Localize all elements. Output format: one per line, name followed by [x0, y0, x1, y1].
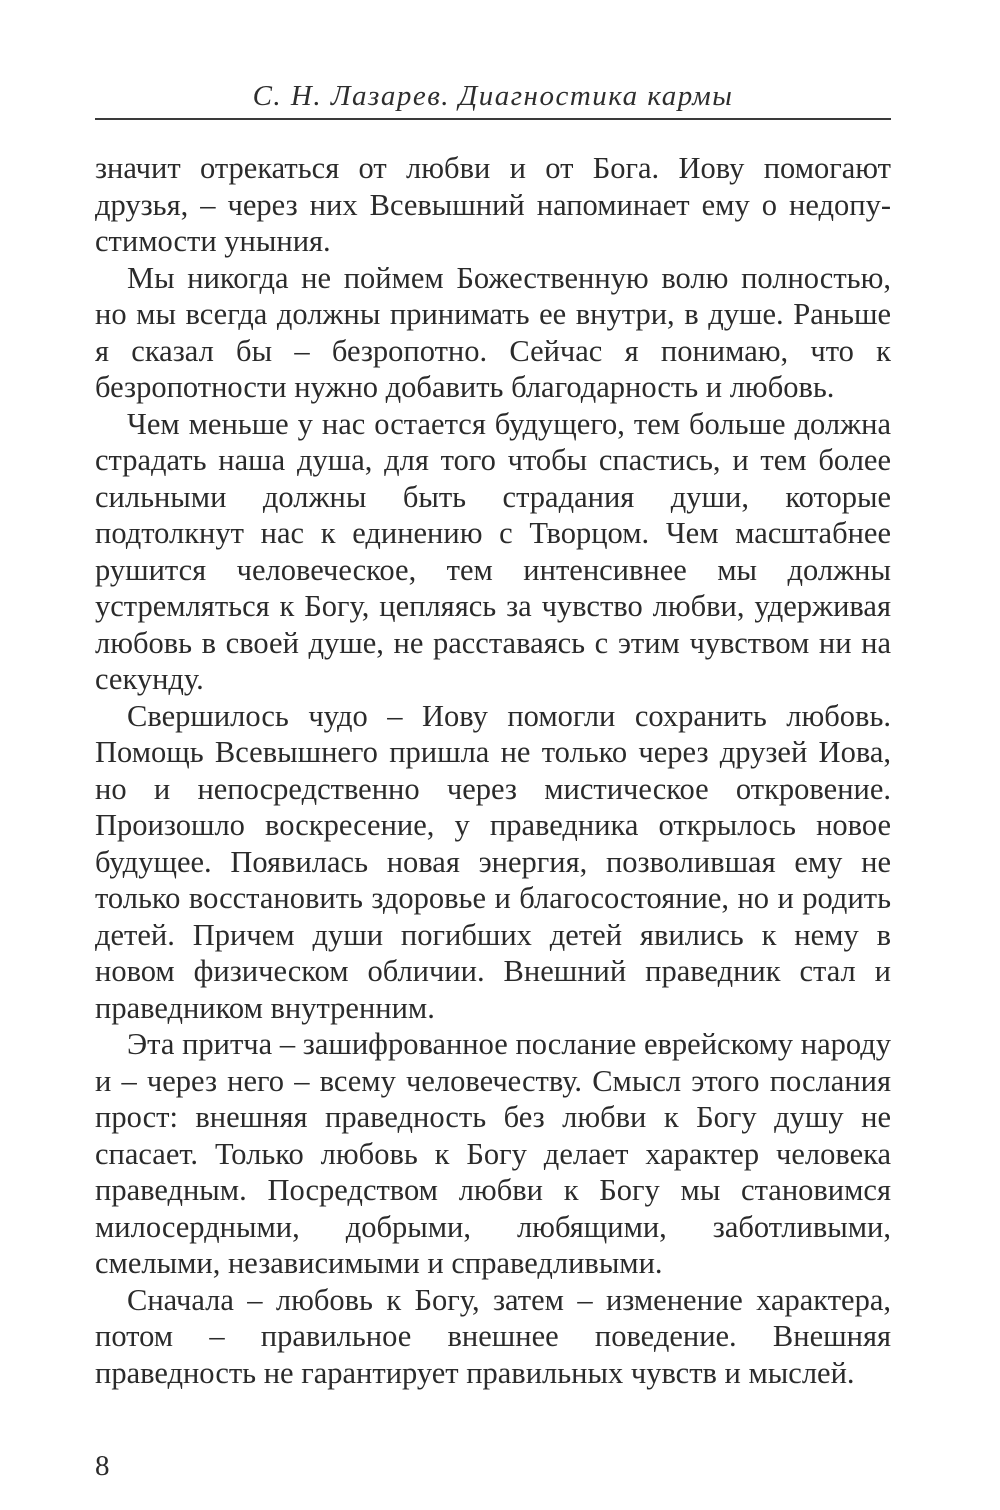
paragraph-4: Свершилось чудо – Иову помогли сохранить любовь. Помощь Всевышнего пришла не только через друзей Иова, но и непосредственно через мистическое откровение. Произошло воскресение, у праведника открылось новое будущее. Появилась новая энергия, позволившая ему не только восстановить здоровье и благосостояние, но и родить детей. Причем души погибших детей явились к нему в новом физическом обличии. Внешний праведник стал и праведником внутренним.	[95, 698, 891, 1025]
paragraph-6: Сначала – любовь к Богу, затем – изменение характера, потом – правильное внешнее поведение. Внешняя праведность не гарантирует правильных чувств и мыслей.	[95, 1282, 891, 1390]
running-header: С. Н. Лазарев. Диагностика кармы	[252, 80, 734, 112]
paragraph-3: Чем меньше у нас остается будущего, тем больше должна страдать наша душа, для того чтобы спастись, и тем более сильными должны быть страдания души, которые подтолкнут нас к единению с Творцом. Чем масштабнее рушится человеческое, тем интенсивнее мы должны устремляться к Богу, цепляясь за чувство любви, удерживая любовь в своей душе, не расставаясь с этим чувством ни на секунду.	[95, 406, 891, 696]
page-number: 8	[95, 1450, 110, 1482]
paragraph-1: значит отрекаться от любви и от Бога. Иову помогают друзья, – через них Всевышний напоминает ему о недопустимости уныния.	[95, 151, 891, 258]
paragraph-2: Мы никогда не поймем Божественную волю полностью, но мы всегда должны принимать ее внутри, в душе. Раньше я сказал бы – безропотно. Сейчас я понимаю, что к безропотности нужно добавить благодарность и любовь.	[95, 260, 891, 404]
paragraph-5: Эта притча – зашифрованное послание еврейскому народу и – через него – всему человечеству. Смысл этого послания прост: внешняя праведность без любви к Богу душу не спасает. Только любовь к Богу делает характер человека праведным. Посредством любви к Богу мы становимся милосердными, добрыми, любящими, заботливыми, смелыми, независимыми и справедливыми.	[95, 1027, 891, 1280]
header-rule	[95, 118, 891, 120]
body-text	[95, 150, 891, 1391]
